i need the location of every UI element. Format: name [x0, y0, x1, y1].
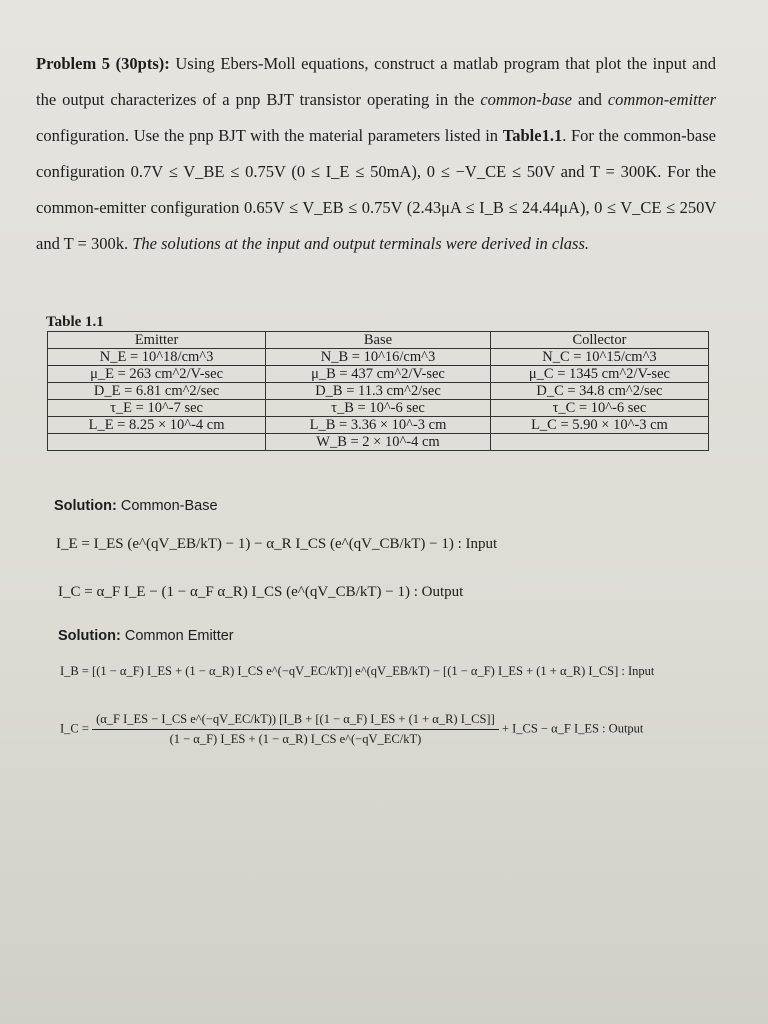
equation-ce-input	[60, 664, 654, 679]
cb-conditions: 0.7V ≤ V_BE ≤ 0.75V (0 ≤ I_E ≤ 50mA), 0 ≤ −V_CE ≤ 50V	[130, 162, 555, 181]
equation-tag: : Input	[618, 664, 655, 678]
equation-tag: : Input	[453, 536, 498, 552]
table-reference: Table1.1	[502, 126, 563, 145]
equation-tag: : Output	[598, 721, 644, 736]
table-cell: D_C = 34.8 cm^2/sec	[490, 383, 708, 400]
equation-cb-input	[56, 536, 497, 553]
table-row	[48, 400, 709, 417]
header-emitter: Emitter	[48, 332, 266, 349]
table-cell: μ_C = 1345 cm^2/V-sec	[490, 366, 708, 383]
table-cell	[48, 434, 266, 451]
table-cell: N_B = 10^16/cm^3	[266, 349, 491, 366]
header-collector: Collector	[490, 332, 708, 349]
solution-common-emitter-heading	[58, 628, 234, 644]
ce-conditions: 0.65V ≤ V_EB ≤ 0.75V (2.43μA ≤ I_B ≤ 24.44μA), 0 ≤ V_CE ≤ 250V	[243, 198, 716, 217]
problem-text-1: Using Ebers-Moll equations, construct a matlab program that plot the input and the output characterizes of a pnp BJT transistor operating in the	[36, 54, 716, 109]
parameter-table	[47, 331, 709, 451]
table-cell: τ_C = 10^-6 sec	[490, 400, 708, 417]
solution-common-base-heading	[54, 498, 218, 514]
table-cell: D_B = 11.3 cm^2/sec	[266, 383, 491, 400]
table-cell: L_C = 5.90 × 10^-3 cm	[490, 417, 708, 434]
mode-common-base: common-base	[480, 90, 572, 109]
problem-heading: Problem 5 (30pts):	[36, 54, 170, 73]
problem-text-3: configuration. Use the pnp BJT with the material parameters listed in	[36, 126, 503, 145]
table-cell: L_B = 3.36 × 10^-3 cm	[266, 417, 491, 434]
table-cell: D_E = 6.81 cm^2/sec	[48, 383, 266, 400]
equation-fraction	[92, 712, 499, 747]
table-cell: τ_B = 10^-6 sec	[266, 400, 491, 417]
equation-tag: : Output	[409, 584, 464, 600]
table-row	[48, 366, 709, 383]
table-row	[48, 349, 709, 366]
table-cell: N_C = 10^15/cm^3	[490, 349, 708, 366]
table-cell: μ_E = 263 cm^2/V-sec	[48, 366, 266, 383]
problem-statement	[36, 46, 716, 262]
table-cell: N_E = 10^18/cm^3	[48, 349, 266, 366]
problem-text-5: and T = 300K. For the common-emitter configuration	[36, 162, 717, 217]
equation-rhs: + I_CS − α_F I_ES	[501, 721, 599, 736]
table-row	[48, 434, 709, 451]
equation-ce-output	[60, 712, 643, 747]
problem-text-6: and T = 300k.	[36, 234, 133, 253]
solution-title: Common-Base	[116, 498, 218, 514]
table-cell: W_B = 2 × 10^-4 cm	[266, 434, 491, 451]
solution-label: Solution:	[58, 628, 121, 644]
fraction-numerator: (α_F I_ES − I_CS e^(−qV_EC/kT)) [I_B + [(1 − α_F) I_ES + (1 + α_R) I_CS]]	[92, 712, 499, 730]
equation-cb-output	[58, 584, 463, 601]
table-row	[48, 383, 709, 400]
equation-text: I_C = α_F I_E − (1 − α_F α_R) I_CS (e^(qV_CB/kT) − 1)	[58, 584, 410, 600]
table-title: Table 1.1	[46, 314, 104, 330]
equation-text: I_E = I_ES (e^(qV_EB/kT) − 1) − α_R I_CS (e^(qV_CB/kT) − 1)	[56, 536, 454, 552]
table-cell: μ_B = 437 cm^2/V-sec	[266, 366, 491, 383]
table-header-row	[48, 332, 709, 349]
equation-lhs: I_C =	[60, 721, 89, 736]
mode-common-emitter: common-emitter	[607, 90, 716, 109]
problem-text-4: . For the common-base configuration	[36, 126, 716, 181]
table-cell: τ_E = 10^-7 sec	[48, 400, 266, 417]
equation-text: I_B = [(1 − α_F) I_ES + (1 − α_R) I_CS e^(−qV_EC/kT)] e^(qV_EB/kT) − [(1 − α_F) I_ES + (1 + α_R) I_CS]	[60, 664, 619, 678]
problem-text-2: and	[572, 90, 608, 109]
table-cell	[490, 434, 708, 451]
table-row	[48, 417, 709, 434]
table-cell: L_E = 8.25 × 10^-4 cm	[48, 417, 266, 434]
problem-note: The solutions at the input and output terminals were derived in class.	[132, 234, 590, 253]
solution-title: Common Emitter	[120, 628, 234, 644]
fraction-denominator: (1 − α_F) I_ES + (1 − α_R) I_CS e^(−qV_EC/kT)	[169, 732, 422, 746]
header-base: Base	[266, 332, 491, 349]
solution-label: Solution:	[54, 498, 117, 514]
